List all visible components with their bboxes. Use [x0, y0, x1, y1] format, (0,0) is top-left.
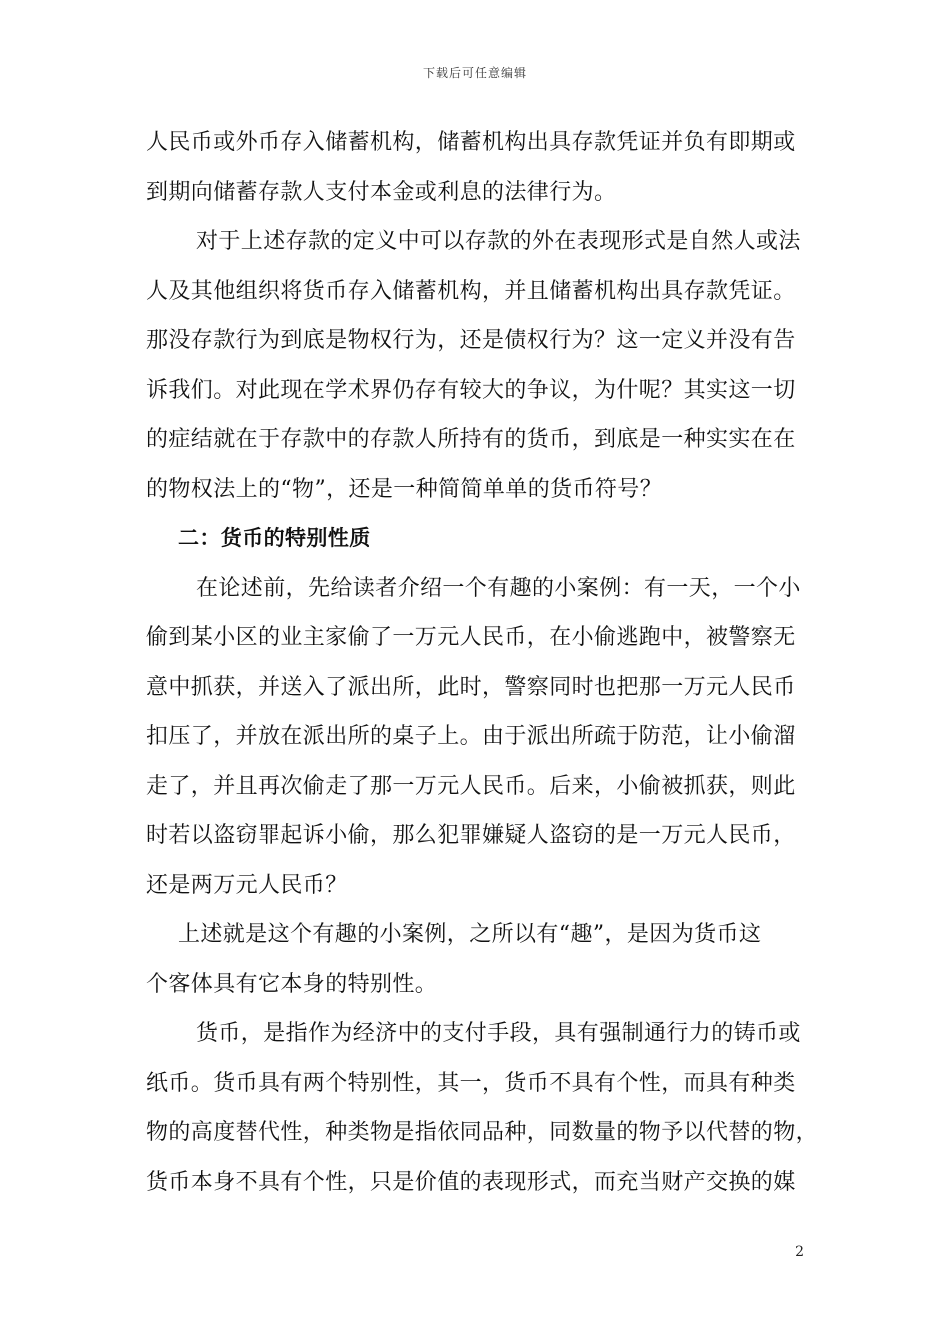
text-line: 时若以盗窃罪起诉小偷，那么犯罪嫌疑人盗窃的是一万元人民币， [146, 823, 796, 848]
body-text [146, 118, 819, 1207]
paragraph-first-line: 货币，是指作为经济中的支付手段，具有强制通行力的铸币或 [196, 1021, 801, 1046]
page-number: 2 [795, 1244, 804, 1260]
text-line: 纸币。货币具有两个特别性，其一，货币不具有个性，而具有种类 [146, 1070, 796, 1096]
running-header: 下载后可任意编辑 [422, 66, 527, 80]
text-line: 诉我们。对此现在学术界仍存有较大的争议，为什呢？其实这一切 [146, 377, 796, 403]
text-line: 人及其他组织将货币存入储蓄机构，并且储蓄机构出具存款凭证。 [146, 278, 796, 304]
text-line: 个客体具有它本身的特别性。 [146, 971, 438, 997]
paragraph-first-line: 在论述前，先给读者介绍一个有趣的小案例：有一天，一个小 [196, 575, 801, 601]
text-line: 到期向储蓄存款人支付本金或利息的法律行为。 [146, 179, 617, 205]
section-heading: 二：货币的特别性质 [178, 526, 371, 550]
text-line: 扣压了，并放在派出所的桌子上。由于派出所疏于防范，让小偷溜 [146, 724, 796, 749]
text-line: 物的高度替代性，种类物是指依同品种，同数量的物予以代替的物， [146, 1120, 819, 1145]
text-line: 那没存款行为到底是物权行为，还是债权行为？这一定义并没有告 [146, 328, 796, 353]
text-line: 人民币或外币存入储蓄机构，储蓄机构出具存款凭证并负有即期或 [146, 130, 796, 155]
text-line: 走了，并且再次偷走了那一万元人民币。后来，小偷被抓获，则此 [146, 773, 796, 799]
text-line: 偷到某小区的业主家偷了一万元人民币，在小偷逃跑中，被警察无 [146, 625, 796, 650]
text-line: 意中抓获，并送入了派出所，此时，警察同时也把那一万元人民币 [146, 674, 796, 700]
text-line: 的症结就在于存款中的存款人所持有的货币，到底是一种实实在在 [146, 427, 796, 452]
paragraph-first-line: 对于上述存款的定义中可以存款的外在表现形式是自然人或法 [196, 229, 801, 254]
text-line: 还是两万元人民币？ [146, 872, 348, 898]
paragraph-first-line: 上述就是这个有趣的小案例，之所以有“趣”，是因为货币这 [178, 922, 762, 947]
text-line: 的物权法上的“物”，还是一种简简单单的货币符号？ [146, 476, 663, 502]
text-line: 货币本身不具有个性，只是价值的表现形式，而充当财产交换的媒 [146, 1169, 796, 1195]
